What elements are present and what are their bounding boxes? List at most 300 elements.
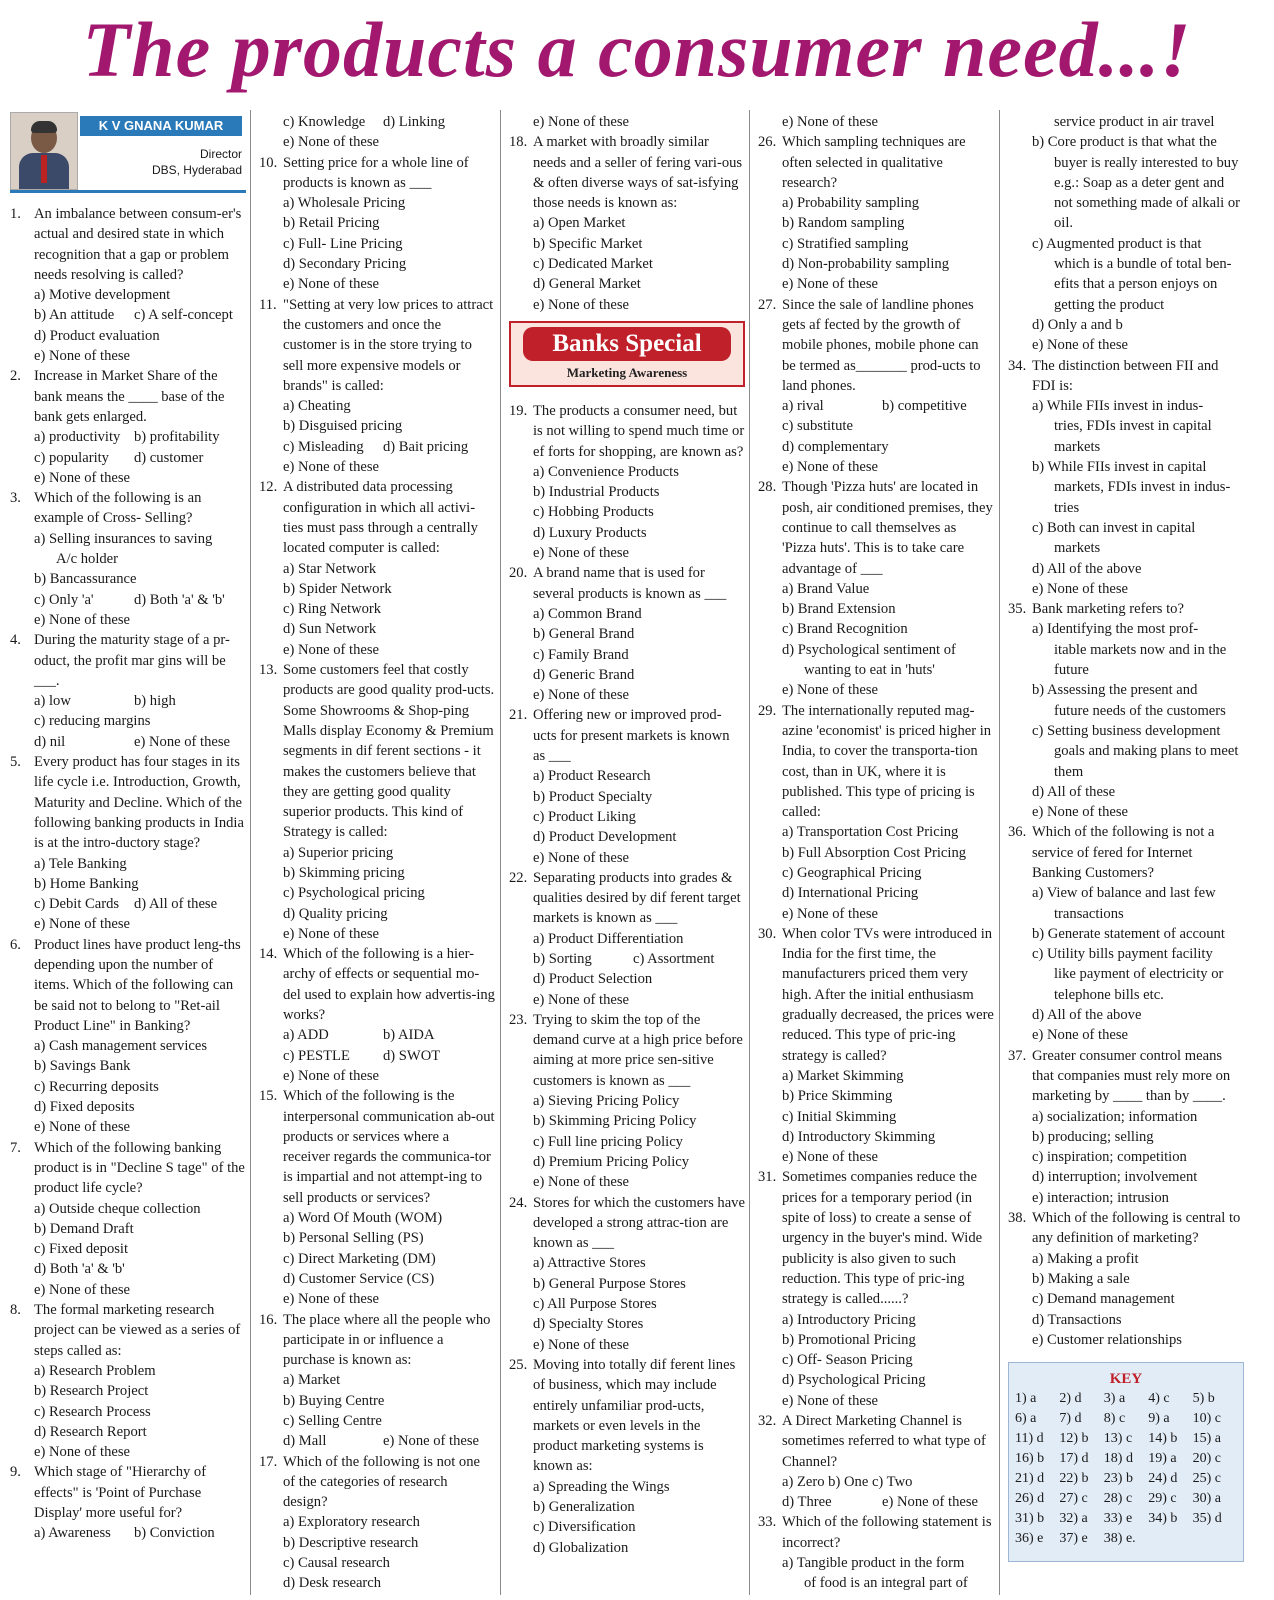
- question-list: [758, 112, 994, 1594]
- option: e) None of these: [533, 687, 630, 704]
- option: b) Sorting: [533, 950, 592, 967]
- option-row: [259, 112, 495, 132]
- question-item: [758, 1512, 994, 1553]
- option-row: [758, 1492, 994, 1512]
- option: c) Off- Season Pricing: [782, 1352, 913, 1369]
- option: d) customer: [134, 449, 204, 466]
- option: c) PESTLE: [283, 1047, 350, 1064]
- answer-key-item: 35) d: [1192, 1511, 1222, 1527]
- question-text: During the maturity stage of a pr-oduct, the profit mar gins will be ___.: [34, 632, 230, 689]
- option: e) None of these: [533, 296, 630, 313]
- answer-key-item: 21) d: [1015, 1471, 1045, 1487]
- answer-key-item: 6) a: [1015, 1411, 1037, 1427]
- question-text: Which of the following is central to any definition of marketing?: [1032, 1210, 1241, 1247]
- option: d) Psychological Pricing: [782, 1372, 926, 1389]
- answer-key-item: 11) d: [1015, 1431, 1044, 1447]
- option: a) Cash management services: [34, 1038, 208, 1055]
- option: d) Sun Network: [283, 621, 377, 638]
- option: d) All of the above: [1032, 560, 1142, 577]
- question-number: 3.: [10, 490, 21, 507]
- column-4: [758, 112, 994, 1594]
- question-item: [10, 204, 246, 285]
- option: e) None of these: [34, 1444, 131, 1461]
- question-list: [259, 112, 495, 1594]
- option: d) Specialty Stores: [533, 1316, 644, 1333]
- question-text: Moving into totally dif ferent lines of business, which may include entirely unfamiliar prod-ucts, markets or even levels in the product marketing systems is known as:: [533, 1356, 736, 1475]
- option: a) View of balance and last few: [1032, 885, 1216, 902]
- question-text: Since the sale of landline phones gets af fected by the growth of mobile phones, mobile phone can be termed as_______ prod-ucts to land phones.: [782, 296, 981, 394]
- option: e) None of these: [283, 276, 380, 293]
- option: e) None of these: [34, 916, 131, 933]
- option: e) None of these: [533, 1336, 630, 1353]
- option: c) A self-concept: [134, 307, 233, 324]
- question-number: 26.: [758, 134, 777, 151]
- option: c) Augmented product is that: [1032, 235, 1202, 252]
- option: c) Assortment: [633, 950, 715, 967]
- question-text: The distinction between FII and FDI is:: [1032, 357, 1219, 394]
- author-box: [10, 112, 246, 192]
- question-text: A Direct Marketing Channel is sometimes referred to what type of Channel?: [782, 1413, 986, 1470]
- option: a) Star Network: [283, 560, 377, 577]
- option: a) Research Problem: [34, 1362, 156, 1379]
- question-item: [259, 295, 495, 396]
- option: d) Psychological sentiment of: [782, 641, 956, 658]
- option: b) Buying Centre: [283, 1392, 385, 1409]
- option-continuation: transactions: [1054, 905, 1124, 922]
- option: c) Utility bills payment facility: [1032, 946, 1213, 963]
- option: a) Selling insurances to saving: [34, 530, 213, 547]
- option: d) interruption; involvement: [1032, 1169, 1198, 1186]
- option: e) None of these: [533, 545, 630, 562]
- answer-key-item: 3) a: [1103, 1391, 1126, 1407]
- question-number: 16.: [259, 1311, 278, 1328]
- answer-key-item: 1) a: [1015, 1391, 1037, 1407]
- option: d) Secondary Pricing: [283, 256, 407, 273]
- author-title: Director: [199, 147, 242, 161]
- option: c) Full- Line Pricing: [283, 235, 403, 252]
- question-list: [509, 401, 745, 1558]
- answer-key-item: 7) d: [1059, 1411, 1082, 1427]
- question-text: The products a consumer need, but is not willing to spend much time or ef forts for shopping, are known as?: [533, 402, 745, 460]
- option: b) Price Skimming: [782, 1088, 893, 1105]
- option: a) Attractive Stores: [533, 1255, 646, 1272]
- question-text: Which stage of "Hierarchy of effects" is 'Point of Purchase Display' more useful for?: [34, 1464, 207, 1521]
- question-text: Which of the following is not one of the categories of research design?: [283, 1453, 480, 1511]
- option: a) Introductory Pricing: [782, 1311, 916, 1328]
- option: a) Superior pricing: [283, 844, 394, 861]
- option: a) Market Skimming: [782, 1067, 904, 1084]
- option: e) None of these: [34, 348, 131, 365]
- question-item: [509, 868, 745, 929]
- question-item: [1008, 822, 1244, 883]
- option-row: [509, 949, 745, 969]
- option: a) productivity: [34, 429, 121, 446]
- option: c) reducing margins: [34, 713, 151, 730]
- option: b) Random sampling: [782, 215, 905, 232]
- question-number: 9.: [10, 1464, 21, 1481]
- question-text: Product lines have product leng-ths depending upon the number of items. Which of the following can be said not to belong to "Ret-ail Product Line" in Banking?: [34, 936, 241, 1034]
- answer-key-item: 12) b: [1059, 1431, 1089, 1447]
- option: d) Bait pricing: [383, 438, 469, 455]
- option-continuation: goals and making plans to meet them: [1054, 743, 1239, 780]
- answer-key-item: 19) a: [1148, 1451, 1177, 1467]
- column-2: [259, 112, 495, 1594]
- question-item: [10, 1462, 246, 1523]
- question-number: 7.: [10, 1139, 21, 1156]
- author-org: DBS, Hyderabad: [151, 163, 242, 177]
- question-item: [10, 935, 246, 1036]
- answer-key-item: 31) b: [1015, 1511, 1045, 1527]
- option: e) None of these: [782, 114, 879, 130]
- answer-key-title: KEY: [1109, 1371, 1143, 1388]
- option: d) Luxury Products: [533, 524, 647, 541]
- option: a) While FIIs invest in indus-: [1032, 398, 1204, 415]
- option: b) Retail Pricing: [283, 215, 380, 232]
- option: d) Generic Brand: [533, 666, 635, 683]
- option: b) Generate statement of account: [1032, 925, 1225, 942]
- option: d) Introductory Skimming: [782, 1128, 936, 1145]
- question-number: 4.: [10, 632, 21, 649]
- option: c) Psychological pricing: [283, 885, 425, 902]
- option: b) An attitude: [34, 307, 115, 324]
- option: d) Three: [782, 1494, 832, 1511]
- option: d) International Pricing: [782, 885, 919, 902]
- question-text: A brand name that is used for several products is known as ___: [533, 565, 727, 602]
- question-number: 11.: [259, 296, 277, 313]
- answer-key-item: 34) b: [1148, 1511, 1178, 1527]
- answer-key-item: 18) d: [1103, 1451, 1133, 1467]
- option: b) While FIIs invest in capital: [1032, 459, 1207, 476]
- option: b) Disguised pricing: [283, 418, 403, 435]
- answer-key-item: 36) e: [1015, 1531, 1044, 1547]
- option: e) None of these: [782, 905, 879, 922]
- option: d) Globalization: [533, 1539, 629, 1556]
- option: d) Transactions: [1032, 1311, 1122, 1328]
- option: b) Industrial Products: [533, 484, 660, 501]
- option: b) producing; selling: [1032, 1128, 1154, 1145]
- question-item: [259, 1310, 495, 1371]
- option: d) Product evaluation: [34, 327, 160, 344]
- option: c) inspiration; competition: [1032, 1149, 1187, 1166]
- option: b) competitive: [882, 398, 967, 415]
- answer-key-item: 5) b: [1192, 1391, 1215, 1407]
- option: c) Knowledge: [283, 114, 366, 130]
- question-item: [259, 660, 495, 843]
- question-number: 22.: [509, 869, 528, 886]
- option: e) interaction; intrusion: [1032, 1189, 1169, 1206]
- option: b) Making a sale: [1032, 1270, 1130, 1287]
- question-number: 10.: [259, 154, 278, 171]
- column-divider: [250, 110, 251, 1595]
- question-text: Stores for which the customers have developed a strong attrac-tion are known as ___: [533, 1194, 745, 1252]
- option-row: [259, 1431, 495, 1451]
- question-number: 21.: [509, 707, 528, 724]
- question-item: [509, 132, 745, 213]
- option-continuation: A/c holder: [56, 551, 119, 568]
- question-item: [1008, 1208, 1244, 1249]
- option: d) Fixed deposits: [34, 1099, 135, 1116]
- option: d) Mall: [283, 1433, 327, 1450]
- question-list: [509, 112, 745, 315]
- option: b) Spider Network: [283, 580, 392, 597]
- option: b) Personal Selling (PS): [283, 1230, 424, 1247]
- option: c) Setting business development: [1032, 722, 1221, 739]
- option-row: [10, 894, 246, 914]
- question-item: [509, 401, 745, 462]
- option: d) Both 'a' & 'b': [34, 1261, 125, 1278]
- option: a) ADD: [283, 1027, 329, 1044]
- option: d) Customer Service (CS): [283, 1270, 435, 1287]
- option: a) rival: [782, 398, 824, 415]
- option: d) Product Selection: [533, 971, 653, 988]
- option: a) Brand Value: [782, 580, 870, 597]
- option: e) None of these: [533, 114, 630, 130]
- option: a) Cheating: [283, 398, 351, 415]
- answer-key-item: 13) c: [1103, 1431, 1133, 1447]
- question-number: 15.: [259, 1088, 278, 1105]
- option: b) Generalization: [533, 1499, 635, 1515]
- answer-key-item: 14) b: [1148, 1431, 1178, 1447]
- answer-key-item: 24) d: [1148, 1471, 1178, 1487]
- option: e) None of these: [283, 134, 380, 151]
- question-text: Sometimes companies reduce the prices for a temporary period (in spite of loss) to create a sense of urgency in the buyer's mind. Wide publicity is also given to such reduction. This type of pric-ing strategy is called......?: [782, 1169, 983, 1308]
- option: d) All of these: [134, 896, 218, 913]
- option: e) Customer relationships: [1032, 1331, 1182, 1348]
- option-continuation: service product in air travel: [1054, 114, 1215, 130]
- option-row: [10, 732, 246, 752]
- answer-key-grid: [1015, 1389, 1237, 1549]
- question-text: A market with broadly similar needs and a seller of fering vari-ous & often diverse ways of sat-isfying those needs is known as:: [533, 134, 743, 212]
- question-text: Which of the following is a hier-archy of effects or sequential mo-del used to explain how advertis-ing works?: [283, 946, 495, 1024]
- option: c) Both can invest in capital: [1032, 519, 1196, 536]
- option: c) Research Process: [34, 1403, 151, 1420]
- option: e) None of these: [782, 1392, 879, 1409]
- option: d) complementary: [782, 438, 889, 455]
- question-item: [259, 477, 495, 558]
- option: c) Selling Centre: [283, 1413, 382, 1429]
- question-list: [10, 204, 246, 1544]
- column-divider: [749, 110, 750, 1595]
- option-continuation: wanting to eat in 'huts': [804, 662, 935, 679]
- question-text: Which of the following is the interpersonal communication ab-out products or services where a receiver regards the communica-tor is impartial and not attempt-ing to sell products or services?: [283, 1088, 495, 1206]
- option: b) Product Specialty: [533, 788, 653, 805]
- option: e) None of these: [283, 1067, 380, 1084]
- option: e) None of these: [533, 1174, 630, 1191]
- column-divider: [999, 110, 1000, 1595]
- option: b) Full Absorption Cost Pricing: [782, 844, 967, 861]
- answer-key-item: 37) e: [1059, 1531, 1088, 1547]
- option-row: [10, 448, 246, 468]
- option-continuation: markets, FDIs invest in indus-tries: [1054, 479, 1231, 516]
- headline: The products a consumer need...!: [82, 6, 1192, 93]
- option: a) Product Research: [533, 768, 651, 785]
- option: d) Quality pricing: [283, 905, 388, 922]
- option: b) Research Project: [34, 1383, 149, 1400]
- question-number: 8.: [10, 1302, 21, 1319]
- question-text: Every product has four stages in its life cycle i.e. Introduction, Growth, Maturity and Decline. Which of the following banking products in India is at the intro-ductory stage?: [34, 754, 244, 852]
- question-text: Which of the following is not a service of fered for Internet Banking Customers?: [1032, 824, 1215, 881]
- question-number: 13.: [259, 662, 278, 679]
- banks-special-banner: [509, 321, 745, 387]
- question-text: Offering new or improved prod-ucts for present markets is known as ___: [533, 707, 730, 765]
- question-item: [10, 630, 246, 691]
- answer-key-box: [1008, 1362, 1244, 1562]
- question-text: Which sampling techniques are often selected in qualitative research?: [782, 134, 966, 191]
- option: c) Diversification: [533, 1519, 636, 1536]
- option: b) Demand Draft: [34, 1220, 134, 1237]
- question-item: [1008, 599, 1244, 619]
- question-item: [259, 1452, 495, 1513]
- column-1: [10, 112, 246, 1544]
- option: e) None of these: [782, 459, 879, 476]
- question-text: Some customers feel that costly products are good quality prod-ucts. Some Showrooms & Shop-ping Malls display Economy & Premium segments in dif ferent sections - it makes the customers believe that they are getting good quality superior products. This kind of Strategy is called:: [283, 662, 495, 841]
- option: a) Open Market: [533, 215, 626, 232]
- option: c) substitute: [782, 418, 853, 435]
- option: a) Probability sampling: [782, 195, 920, 212]
- question-number: 2.: [10, 368, 21, 385]
- option: d) nil: [34, 733, 66, 750]
- answer-key-item: 9) a: [1148, 1411, 1170, 1427]
- option: c) Stratified sampling: [782, 235, 909, 252]
- option: c) Full line pricing Policy: [533, 1133, 683, 1150]
- option: a) Convenience Products: [533, 463, 679, 480]
- option: c) Direct Marketing (DM): [283, 1250, 436, 1267]
- answer-key-item: 29) c: [1148, 1491, 1177, 1507]
- option: e) None of these: [34, 469, 131, 486]
- question-item: [758, 1167, 994, 1309]
- author-photo: [10, 112, 78, 190]
- option: e) None of these: [283, 925, 380, 942]
- question-number: 33.: [758, 1514, 777, 1531]
- question-number: 18.: [509, 134, 528, 151]
- option-row: [10, 427, 246, 447]
- option-row: [10, 590, 246, 610]
- option-continuation: markets: [1054, 540, 1101, 557]
- option: e) None of these: [34, 1281, 131, 1298]
- column-divider: [500, 110, 501, 1595]
- question-text: Greater consumer control means that companies must rely more on marketing by ____ than by ____.: [1032, 1047, 1231, 1105]
- option: a) Word Of Mouth (WOM): [283, 1210, 443, 1227]
- question-text: The internationally reputed mag-azine 'economist' is priced higher in India, to cover the transporta-tion cost, than in UK, where it is published. This type of pricing is called:: [782, 702, 992, 821]
- option: b) Bancassurance: [34, 571, 137, 588]
- question-text: Increase in Market Share of the bank means the ____ base of the bank gets enlarged.: [34, 368, 225, 425]
- question-item: [758, 924, 994, 1066]
- question-item: [758, 295, 994, 396]
- option: c) Ring Network: [283, 601, 382, 618]
- question-item: [259, 153, 495, 194]
- option: e) None of these: [1032, 337, 1129, 354]
- answer-key-item: 28) c: [1103, 1491, 1133, 1507]
- option: a) Wholesale Pricing: [283, 195, 406, 212]
- option-continuation: buyer is really interested to buy e.g.: Soap as a deter gent and not something made of alkali or oil.: [1054, 154, 1241, 232]
- option: e) None of these: [383, 1433, 480, 1450]
- column-3: [509, 112, 745, 1558]
- question-item: [509, 1355, 745, 1477]
- answer-key-item: 8) c: [1103, 1411, 1126, 1427]
- question-number: 12.: [259, 479, 278, 496]
- question-item: [10, 1300, 246, 1361]
- question-item: [758, 132, 994, 193]
- option: e) None of these: [882, 1494, 979, 1511]
- question-item: [10, 752, 246, 853]
- option: e) None of these: [34, 1119, 131, 1136]
- answer-key-item: 25) c: [1192, 1471, 1221, 1487]
- option: d) Research Report: [34, 1423, 147, 1440]
- author-rule: [10, 190, 246, 193]
- question-number: 14.: [259, 946, 278, 963]
- option: b) profitability: [134, 429, 220, 446]
- banner-title: Banks Special: [523, 327, 731, 361]
- option-row: [10, 1523, 246, 1543]
- option: a) Common Brand: [533, 605, 642, 622]
- option: a) Zero b) One c) Two: [782, 1473, 913, 1490]
- option: c) Brand Recognition: [782, 621, 908, 638]
- answer-key-item: 30) a: [1192, 1491, 1221, 1507]
- option-continuation: tries, FDIs invest in capital markets: [1054, 418, 1212, 455]
- option: a) socialization; information: [1032, 1108, 1198, 1125]
- option: e) None of these: [782, 276, 879, 293]
- option: e) None of these: [1032, 804, 1129, 821]
- question-text: Separating products into grades & qualities desired by dif ferent target markets is known as ___: [533, 869, 741, 927]
- option: c) Fixed deposit: [34, 1241, 129, 1258]
- option: b) Descriptive research: [283, 1534, 419, 1551]
- option: c) Causal research: [283, 1555, 390, 1572]
- option-row: [10, 691, 246, 711]
- option: c) Geographical Pricing: [782, 864, 922, 881]
- option: a) Identifying the most prof-: [1032, 621, 1199, 638]
- option: d) Premium Pricing Policy: [533, 1153, 690, 1170]
- option: b) high: [134, 693, 176, 710]
- question-number: 30.: [758, 925, 777, 942]
- option: a) Exploratory research: [283, 1514, 420, 1531]
- option: b) Savings Bank: [34, 1058, 131, 1075]
- question-number: 24.: [509, 1194, 528, 1211]
- option: c) Hobbing Products: [533, 504, 654, 521]
- question-number: 37.: [1008, 1047, 1027, 1064]
- question-text: Setting price for a whole line of products is known as ___: [283, 154, 469, 191]
- option-row: [10, 305, 246, 325]
- answer-key-item: 33) e: [1103, 1511, 1133, 1527]
- option-row: [758, 396, 994, 416]
- option: d) All of the above: [1032, 1007, 1142, 1024]
- option: d) Non-probability sampling: [782, 256, 949, 273]
- option: d) General Market: [533, 276, 641, 293]
- question-item: [10, 1138, 246, 1199]
- option: e) None of these: [533, 849, 630, 866]
- option: d) Linking: [383, 114, 446, 130]
- question-text: Which of the following statement is incorrect?: [782, 1514, 992, 1551]
- option: b) AIDA: [383, 1027, 435, 1044]
- option: c) Product Liking: [533, 808, 636, 825]
- option: a) Product Differentiation: [533, 930, 684, 947]
- option: e) None of these: [782, 1149, 879, 1166]
- question-text: The formal marketing research project can be viewed as a series of steps called as:: [34, 1302, 241, 1359]
- question-number: 17.: [259, 1453, 278, 1470]
- question-text: The place where all the people who participate in or influence a purchase is known as:: [283, 1311, 491, 1369]
- question-item: [758, 477, 994, 578]
- question-number: 6.: [10, 936, 21, 953]
- question-item: [1008, 356, 1244, 397]
- column-5: [1008, 112, 1244, 1562]
- answer-key-item: 16) b: [1015, 1451, 1045, 1467]
- option: d) All of these: [1032, 783, 1116, 800]
- answer-key-item: 20) c: [1192, 1451, 1221, 1467]
- option: c) Initial Skimming: [782, 1108, 897, 1125]
- question-item: [259, 1086, 495, 1208]
- option: a) Outside cheque collection: [34, 1200, 201, 1217]
- option: a) Market: [283, 1372, 341, 1389]
- question-number: 27.: [758, 296, 777, 313]
